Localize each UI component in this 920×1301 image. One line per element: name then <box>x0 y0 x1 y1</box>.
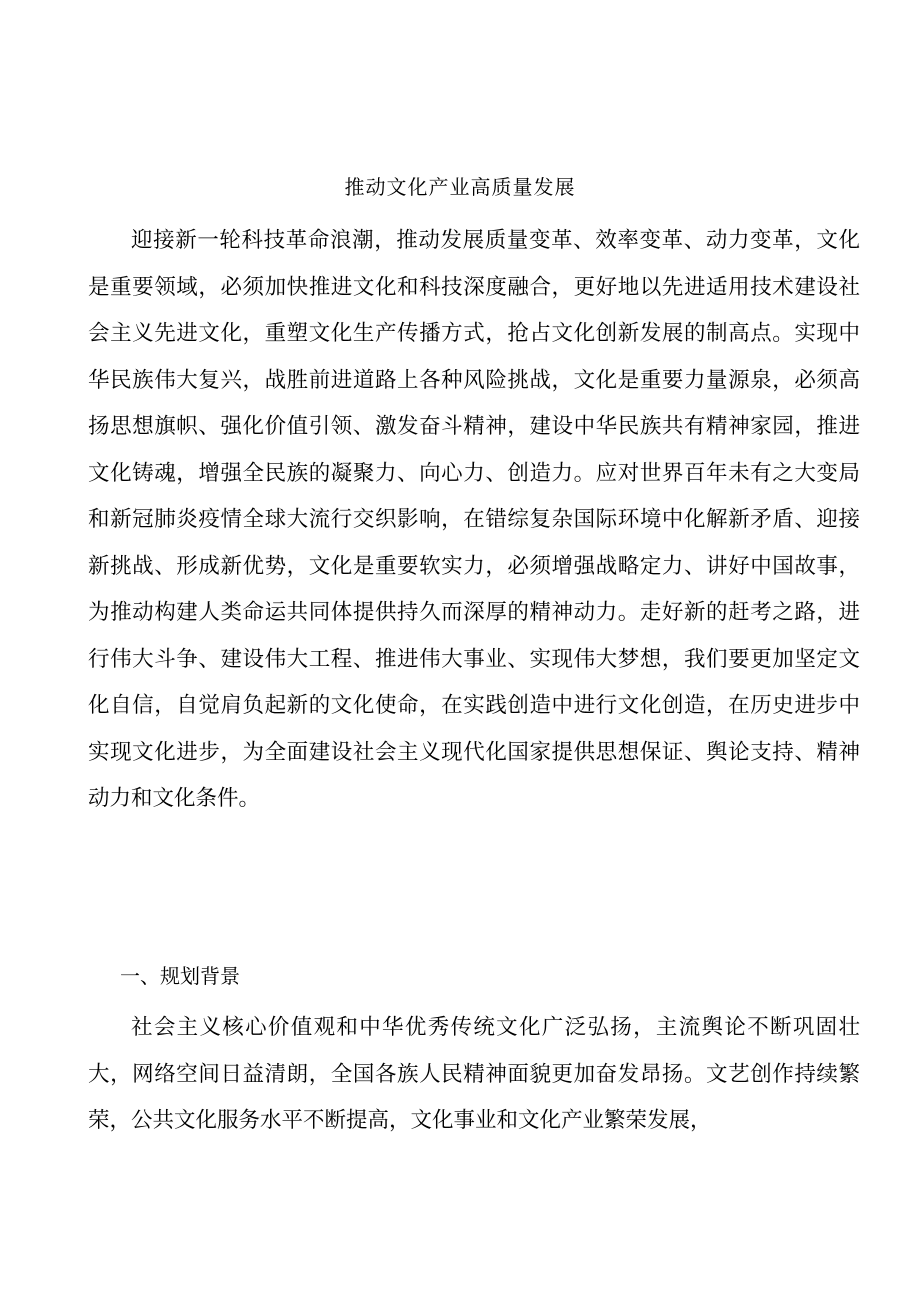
section-heading: 一、规划背景 <box>120 964 240 988</box>
intro-paragraph: 迎接新一轮科技革命浪潮，推动发展质量变革、效率变革、动力变革，文化是重要领域，必须加快推进文化和科技深度融合，更好地以先进适用技术建设社会主义先进文化，重塑文化生产传播方式，抢占文化创新发展的制高点。实现中华民族伟大复兴，战胜前进道路上各种风险挑战，文化是重要力量源泉，必须高扬思想旗帜、强化价值引领、激发奋斗精神，建设中华民族共有精神家园，推进文化铸魂，增强全民族的凝聚力、向心力、创造力。应对世界百年未有之大变局和新冠肺炎疫情全球大流行交织影响，在错综复杂国际环境中化解新矛盾、迎接新挑战、形成新优势，文化是重要软实力，必须增强战略定力、讲好中国故事，为推动构建人类命运共同体提供持久而深厚的精神动力。走好新的赶考之路，进行伟大斗争、建设伟大工程、推进伟大事业、实现伟大梦想，我们要更加坚定文化自信，自觉肩负起新的文化使命，在实践创造中进行文化创造，在历史进步中实现文化进步，为全面建设社会主义现代化国家提供思想保证、舆论支持、精神动力和文化条件。 <box>88 228 860 811</box>
document-title: 推动文化产业高质量发展 <box>344 175 576 199</box>
section-paragraph: 社会主义核心价值观和中华优秀传统文化广泛弘扬，主流舆论不断巩固壮大，网络空间日益清朗，全国各族人民精神面貌更加奋发昂扬。文艺创作持续繁荣，公共文化服务水平不断提高，文化事业和文化产业繁荣发展， <box>88 1015 860 1133</box>
